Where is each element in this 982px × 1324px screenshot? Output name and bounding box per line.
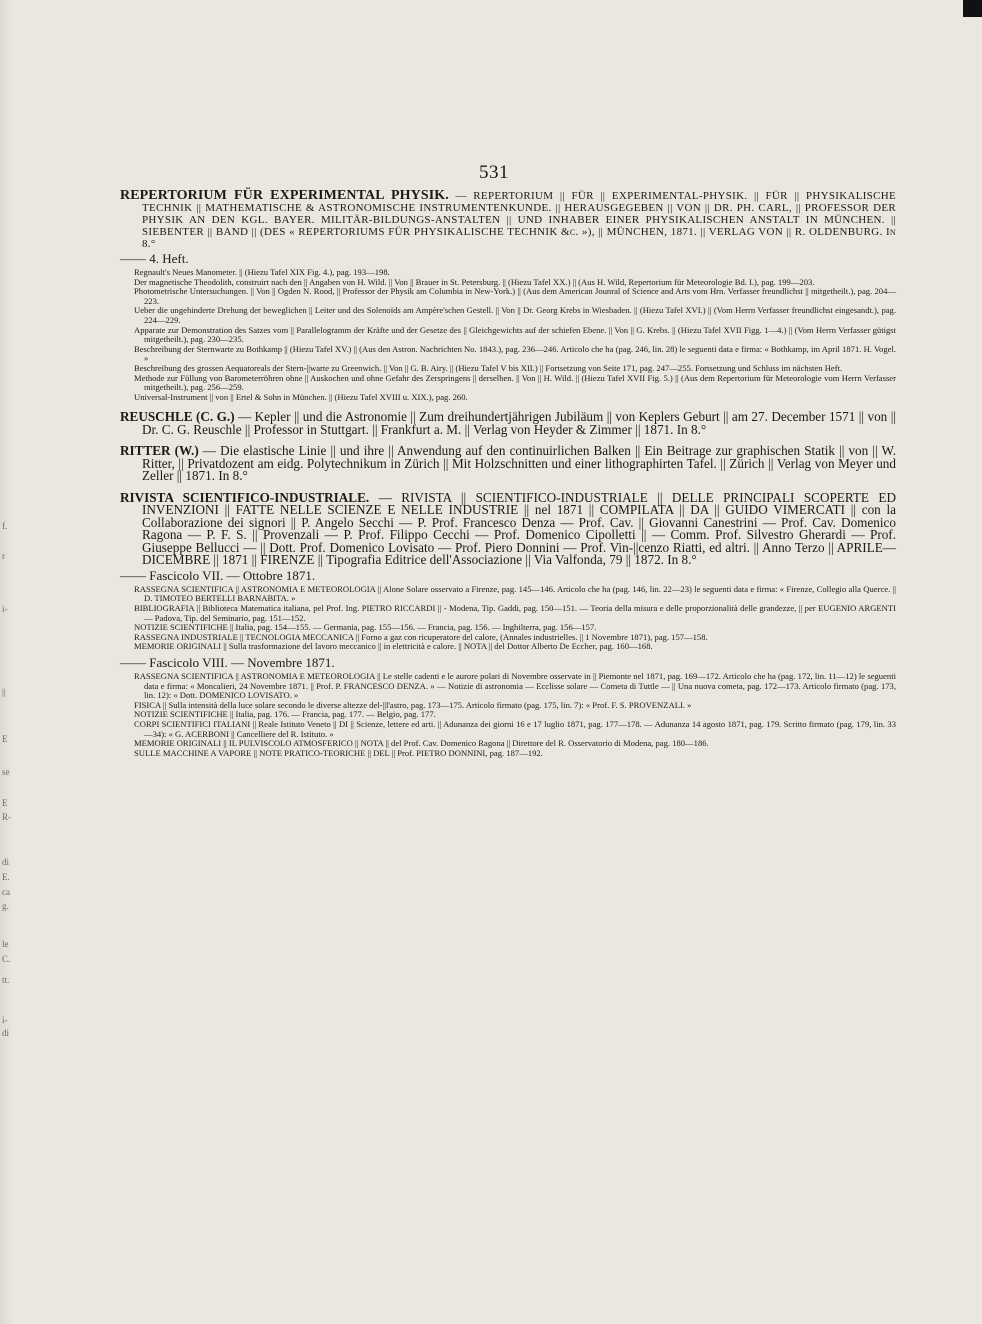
list-item: RASSEGNA SCIENTIFICA || ASTRONOMIA E METEOROLOGIA || Alone Solare osservato a Firenze, pag. 145—146. Articolo che ha (pag. 146, lin. 22—23) le seguenti data e firma: « Firenze, Collegio alla Querce. || D. TIMOTEO BERTELLI BARNABITA. » [134,583,896,604]
margin-mark: g. [2,901,9,911]
entry-title: REUSCHLE (C. G.) [120,409,235,425]
list-item: Ueber die ungehinderte Drehung der beweglichen || Leiter und des Solenoïds am Ampère'schen Gestell. || Von || Dr. Georg Krebs in Wiesbaden. || (Hiezu Tafel XVI.) || (Vom Herrn Verfasser freundlichst eingesandt.), pag. 224—229. [134,305,896,325]
list-item: MEMORIE ORIGINALI || Sulla trasformazione del lavoro meccanico || in elettricità e calore. || NOTA || del Dottor Alberto De Eccher, pag. 160—168. [134,641,653,652]
bibliography-entry [120,190,896,250]
list-item: Methode zur Füllung von Barometerröhren ohne || Auskochen und ohne Gefahr des Zerspringens || derselben. || Von || H. Wild. || (Hiezu Tafel XVII Fig. 5.) || (Aus dem Repertorium für Meteorologie vom Herrn Verfasser mitgetheilt.), pag. 256—259. [134,372,896,393]
subsection-label: —— Fascicolo VII. — Ottobre 1871. [120,567,316,583]
subsection-label: —— 4. Heft. [120,251,189,266]
bibliography-entry [120,489,896,568]
margin-mark: tt. [2,975,10,985]
margin-mark: di [2,857,10,867]
list-item: NOTIZIE SCIENTIFICHE || Italia, pag. 176. — Francia, pag. 177. — Belgio, pag. 177. [134,709,436,720]
entry-title: RITTER (W.) [120,443,199,459]
margin-mark: ca [2,887,10,897]
margin-mark: || [2,687,6,697]
list-item: Universal-Instrument || von || Ertel & Sohn in München. || (Hiezu Tafel XVIII u. XIX.), pag. 260. [134,391,468,402]
entry-body: — Die elastische Linie || und ihre || Anwendung auf den continuirlichen Balken || Ein Beitrage zur graphischen Statik || von || W. Ritter, || Privatdozent am eidg. Polytechnikum in Zürich || Mit Holzschnitten und einer lithographirten Tafel. || Zürich || Verlag von Meyer und Zeller || 1871. In 8.° [142,443,896,484]
item-list [120,585,896,652]
entry-body: — Kepler || und die Astronomie || Zum dreihundertjährigen Jubiläum || von Keplers Geburt || am 27. December 1571 || von || Dr. C. G. Reuschle || Professor in Stuttgart. || Frankfurt a. M. || Verlag von Heyder & Zimmer || 1871. In 8.° [142,409,896,437]
list-item: NOTIZIE SCIENTIFICHE || Italia, pag. 154—155. — Germania, pag. 155—156. — Francia, pag. 156. — Inghilterra, pag. 156—157. [134,622,597,633]
bibliography-entry [120,411,896,436]
item-list [120,672,896,758]
margin-mark: C. [2,954,11,964]
list-item: RASSEGNA INDUSTRIALE || TECNOLOGIA MECCANICA || Forno a gaz con ricuperatore del calore, (Annales industrielles. || 1 Novembre 1871), pag. 157—158. [134,631,708,642]
margin-mark: E [2,798,8,808]
list-item: Beschreibung des grossen Aequatoreals der Stern-||warte zu Greenwich. || Von || G. B. Airy. || (Hiezu Tafel V bis XII.) || Fortsetzung von Seite 171, pag. 247—255. Fortsetzung und Schluss im nächsten Heft. [134,362,843,373]
list-item: SULLE MACCHINE A VAPORE || NOTE PRATICO-TEORICHE || DEL || Prof. PIETRO DONNINI, pag. 187—192. [134,747,543,758]
margin-mark: i- [2,1015,8,1025]
list-item: Regnault's Neues Manometer. || (Hiezu Tafel XIX Fig. 4.), pag. 193—198. [134,267,390,277]
left-margin-bleedthrough [0,0,20,1324]
margin-mark: r [2,551,5,561]
list-item: RASSEGNA SCIENTIFICA || ASTRONOMIA E METEOROLOGIA || Le stelle cadenti e le aurore polari di Novembre osservate in || Piemonte nel 1871, pag. 169—172. Articolo che ha (pag. 172, lin. 11—12) le seguenti data e firma: « Moncalieri, 24 Novembre 1871. || Prof. P. FRANCESCO DENZA. » — Notizie di astronomia — Ecclisse solare — Cometa di Tuttle — || Una nuova cometa, pag. 172—173. Articolo firmato (pag. 173, lin. 12): « Dott. DOMENICO LOVISATO. » [134,670,896,701]
margin-mark: le [2,939,9,949]
margin-mark: i- [2,604,8,614]
entry-body: — REPERTORIUM || FÜR || EXPERIMENTAL-PHYSIK. || FÜR || PHYSIKALISCHE TECHNIK || MATHEMATISCHE & ASTRONOMISCHE INSTRUMENTENKUNDE. || HERAUSGEGEBEN || VON || DR. PH. CARL, || PROFESSOR DER PHYSIK AN DEN KGL. BAYER. MILITÄR-BILDUNGS-ANSTALTEN || UND INHABER EINER PHYSIKALISCHEN ANSTALT IN MÜNCHEN. || SIEBENTER || BAND || (DES « REPERTORIUMS FÜR PHYSIKALISCHE TECHNIK &c. »), || MÜNCHEN, 1871. || VERLAG VON || R. OLDENBURG. In 8.° [142,190,896,250]
page-number: 531 [479,162,509,183]
margin-mark: f. [2,521,8,531]
bibliography-content [120,190,896,762]
list-item: MEMORIE ORIGINALI || IL PULVISCOLO ATMOSFERICO || NOTA || del Prof. Cav. Domenico Ragona || Direttore del R. Osservatorio di Modena, pag. 180—186. [134,738,709,749]
margin-mark: se [2,767,10,777]
list-item: Der magnetische Theodolith, construirt nach den || Angaben von H. Wild. || Von || Brauer in St. Petersburg. || (Hiezu Tafel XX.) || (Aus H. Wild, Repertorium für Meteorologie Bd. I.), pag. 199—203. [134,276,815,287]
list-item: FISICA || Sulla intensità della luce solare secondo le diverse altezze del-||l'astro, pag. 173—175. Articolo firmato (pag. 175, lin. 7): « Prof. F. S. PROVENZALI. » [134,699,692,710]
list-item: Apparate zur Demonstration des Satzes vom || Parallelogramm der Kräfte und der Gesetze des || Gleichgewichts auf der schiefen Ebene. || Von || G. Krebs. || (Hiezu Tafel XVII Figg. 1—4.) || (Vom Herrn Verfasser gütigst mitgetheilt.), pag. 230—235. [134,324,896,345]
list-item: CORPI SCIENTIFICI ITALIANI || Reale Istituto Veneto || DI || Scienze, lettere ed arti. || Adunanza dei giorni 16 e 17 luglio 1871, pag. 177—178. — Adunanza 14 agosto 1871, pag. 179. Scritto firmato (pag. 179, lin. 33—34): « G. ACERBONI || Cancelliere del R. Istituto. » [134,718,896,739]
margin-mark: E [2,734,8,744]
entry-title: REPERTORIUM FÜR EXPERIMENTAL PHYSIK. [120,188,449,203]
margin-mark: di [2,1028,10,1038]
margin-mark: E. [2,872,10,882]
margin-mark: R- [2,812,11,822]
subsection-label: —— Fascicolo VIII. — Novembre 1871. [120,654,335,670]
bibliography-entry [120,445,896,483]
item-list [120,268,896,402]
entry-body: — RIVISTA || SCIENTIFICO-INDUSTRIALE || DELLE PRINCIPALI SCOPERTE ED INVENZIONI || FATTE NELLE SCIENZE E NELLE INDUSTRIE || nel 1871 || COMPILATA || DA || GUIDO VIMERCATI || con la Collaborazione dei signori || P. Angelo Secchi — P. Prof. Francesco Denza — Prof. Cav. || Giovanni Canestrini — Prof. Cav. Domenico Ragona — P. F. S. || Provenzali — P. Prof. Filippo Cecchi — Prof. Domenico Cipolletti || — Comm. Prof. Silvestro Gherardi — Prof. Giuseppe Bellucci — || Dott. Prof. Domenico Lovisato — Prof. Piero Donnini — Prof. Vin-||cenzo Riatti, ed altri. || Anno Terzo || APRILE—DICEMBRE || 1871 || FIRENZE || Tipografia Editrice dell'Associazione || Via Valfonda, 79 || 1872. In 8.° [142,489,896,568]
list-item: Photometrische Untersuchungen. || Von || Ogden N. Rood, || Professor der Physik am Columbia in New-York.) || (Aus dem American Jounral of Science and Arts vom Hrn. Verfasser freundlichst || mitgetheilt.), pag. 204—223. [134,286,896,306]
entry-title: RIVISTA SCIENTIFICO-INDUSTRIALE. [120,489,370,505]
list-item: BIBLIOGRAFIA || Biblioteca Matematica italiana, pel Prof. Ing. PIETRO RICCARDI || - Modena, Tip. Gaddi, pag. 150—151. — Teoria della misura e delle proporzionalità delle grandezze, || per EUGENIO ARGENTI — Padova, Tip. del Seminario, pag. 151—152. [134,603,896,623]
list-item: Beschreibung der Sternwarte zu Bothkamp || (Hiezu Tafel XV.) || (Aus den Astron. Nachrichten No. 1843.), pag. 236—246. Articolo che ha (pag. 246, lin. 28) le seguenti data e firma: « Bothkamp, im April 1871. H. Vogel. » [134,343,896,364]
scan-corner-mark [963,0,982,17]
